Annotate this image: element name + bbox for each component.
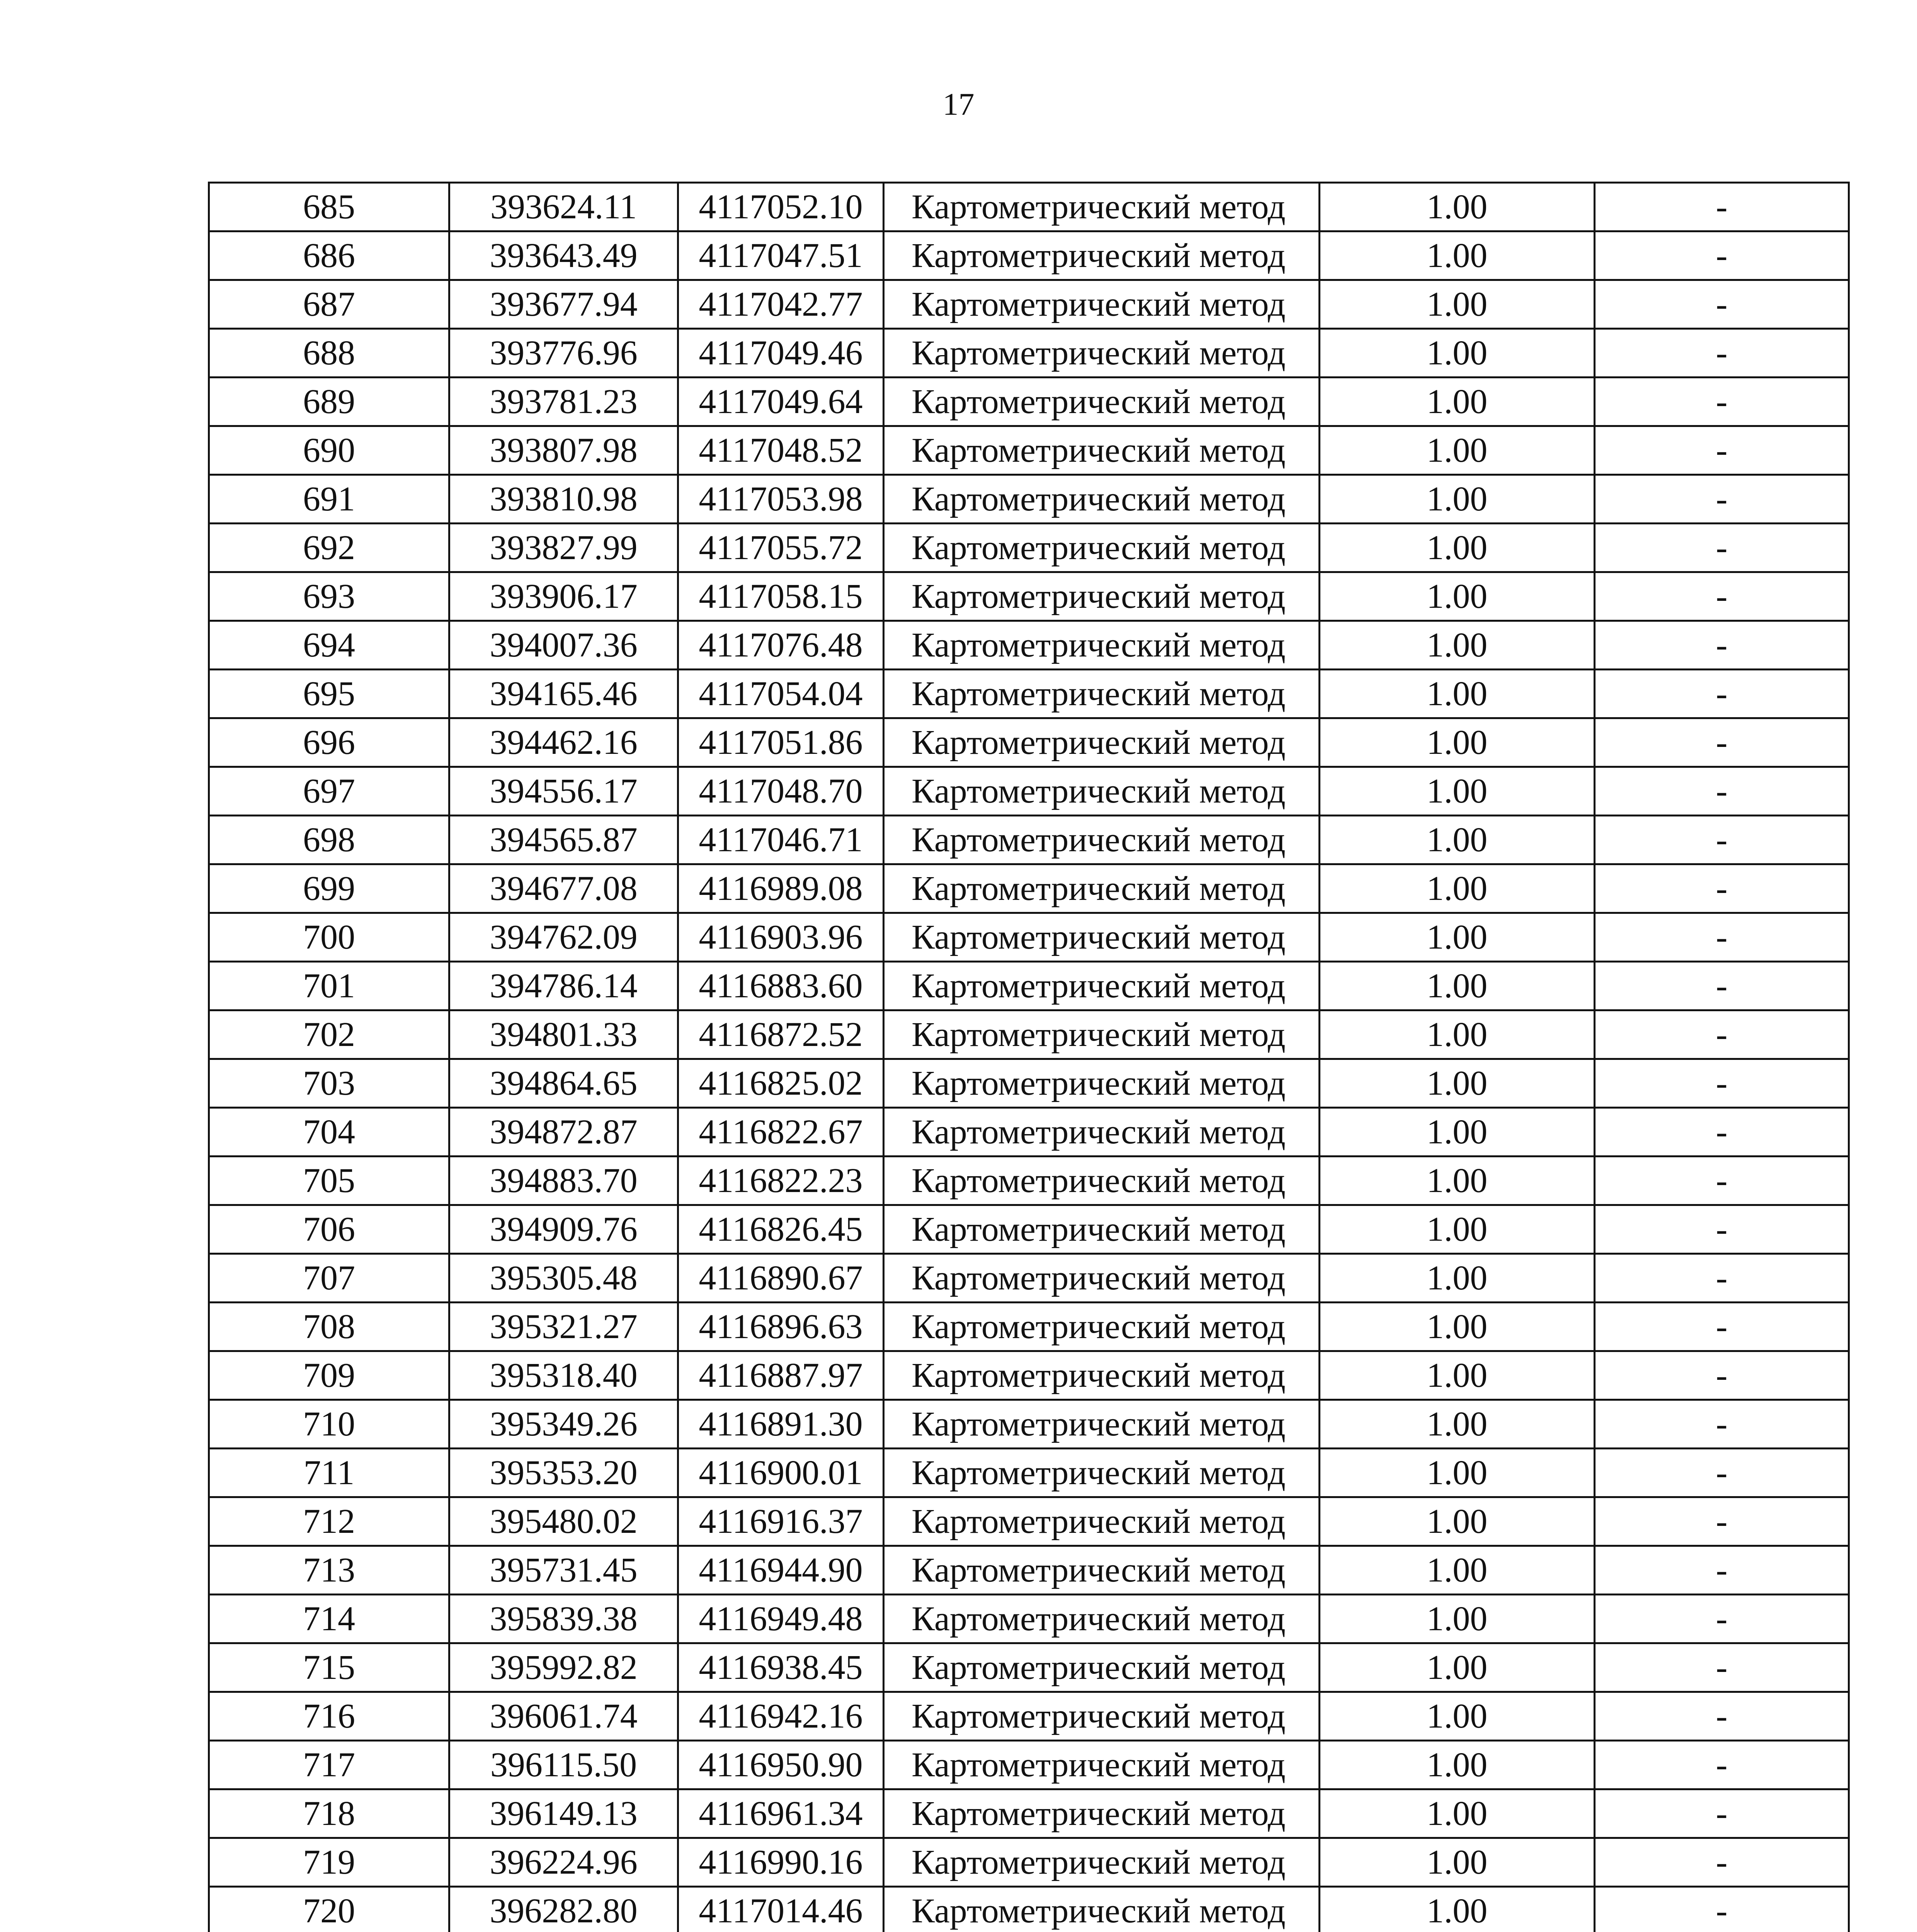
accuracy-cell: 1.00 xyxy=(1320,1789,1595,1838)
table-row xyxy=(209,670,1849,718)
x-coordinate-cell: 393677.94 xyxy=(449,280,678,329)
x-coordinate-cell: 394462.16 xyxy=(449,718,678,767)
y-coordinate-cell: 4117048.52 xyxy=(678,426,884,475)
y-coordinate-cell: 4116896.63 xyxy=(678,1303,884,1351)
method-cell: Картометрический метод xyxy=(884,1643,1320,1692)
accuracy-cell: 1.00 xyxy=(1320,524,1595,572)
point-number-cell: 692 xyxy=(209,524,449,572)
description-cell: - xyxy=(1595,1497,1849,1546)
description-cell: - xyxy=(1595,1595,1849,1643)
accuracy-cell: 1.00 xyxy=(1320,1692,1595,1741)
accuracy-cell: 1.00 xyxy=(1320,1887,1595,1932)
y-coordinate-cell: 4116890.67 xyxy=(678,1254,884,1303)
point-number-cell: 710 xyxy=(209,1400,449,1449)
table-row xyxy=(209,718,1849,767)
table-row xyxy=(209,1449,1849,1497)
description-cell: - xyxy=(1595,816,1849,864)
y-coordinate-cell: 4116900.01 xyxy=(678,1449,884,1497)
method-cell: Картометрический метод xyxy=(884,913,1320,962)
description-cell: - xyxy=(1595,231,1849,280)
y-coordinate-cell: 4116942.16 xyxy=(678,1692,884,1741)
point-number-cell: 706 xyxy=(209,1205,449,1254)
method-cell: Картометрический метод xyxy=(884,231,1320,280)
x-coordinate-cell: 395305.48 xyxy=(449,1254,678,1303)
description-cell: - xyxy=(1595,1449,1849,1497)
y-coordinate-cell: 4116944.90 xyxy=(678,1546,884,1595)
x-coordinate-cell: 393643.49 xyxy=(449,231,678,280)
point-number-cell: 703 xyxy=(209,1059,449,1108)
table-row xyxy=(209,1497,1849,1546)
point-number-cell: 714 xyxy=(209,1595,449,1643)
y-coordinate-cell: 4117053.98 xyxy=(678,475,884,524)
x-coordinate-cell: 395992.82 xyxy=(449,1643,678,1692)
x-coordinate-cell: 393906.17 xyxy=(449,572,678,621)
table-row xyxy=(209,1010,1849,1059)
point-number-cell: 716 xyxy=(209,1692,449,1741)
x-coordinate-cell: 395480.02 xyxy=(449,1497,678,1546)
table-row xyxy=(209,621,1849,670)
method-cell: Картометрический метод xyxy=(884,1303,1320,1351)
method-cell: Картометрический метод xyxy=(884,1497,1320,1546)
method-cell: Картометрический метод xyxy=(884,1108,1320,1156)
point-number-cell: 691 xyxy=(209,475,449,524)
description-cell: - xyxy=(1595,670,1849,718)
description-cell: - xyxy=(1595,718,1849,767)
method-cell: Картометрический метод xyxy=(884,1059,1320,1108)
accuracy-cell: 1.00 xyxy=(1320,572,1595,621)
x-coordinate-cell: 394864.65 xyxy=(449,1059,678,1108)
table-row xyxy=(209,378,1849,426)
point-number-cell: 705 xyxy=(209,1156,449,1205)
x-coordinate-cell: 396061.74 xyxy=(449,1692,678,1741)
description-cell: - xyxy=(1595,1108,1849,1156)
y-coordinate-cell: 4117047.51 xyxy=(678,231,884,280)
accuracy-cell: 1.00 xyxy=(1320,1449,1595,1497)
accuracy-cell: 1.00 xyxy=(1320,1595,1595,1643)
method-cell: Картометрический метод xyxy=(884,1838,1320,1887)
point-number-cell: 718 xyxy=(209,1789,449,1838)
point-number-cell: 689 xyxy=(209,378,449,426)
x-coordinate-cell: 394556.17 xyxy=(449,767,678,816)
method-cell: Картометрический метод xyxy=(884,1156,1320,1205)
accuracy-cell: 1.00 xyxy=(1320,231,1595,280)
accuracy-cell: 1.00 xyxy=(1320,1497,1595,1546)
table-row xyxy=(209,1595,1849,1643)
point-number-cell: 685 xyxy=(209,183,449,231)
x-coordinate-cell: 394007.36 xyxy=(449,621,678,670)
coordinates-table xyxy=(208,182,1850,1932)
table-row xyxy=(209,572,1849,621)
description-cell: - xyxy=(1595,864,1849,913)
point-number-cell: 701 xyxy=(209,962,449,1010)
description-cell: - xyxy=(1595,183,1849,231)
accuracy-cell: 1.00 xyxy=(1320,475,1595,524)
x-coordinate-cell: 394677.08 xyxy=(449,864,678,913)
y-coordinate-cell: 4117046.71 xyxy=(678,816,884,864)
table-row xyxy=(209,864,1849,913)
table-row xyxy=(209,1741,1849,1789)
x-coordinate-cell: 394883.70 xyxy=(449,1156,678,1205)
description-cell: - xyxy=(1595,1254,1849,1303)
table-row xyxy=(209,1108,1849,1156)
table-row xyxy=(209,183,1849,231)
point-number-cell: 698 xyxy=(209,816,449,864)
method-cell: Картометрический метод xyxy=(884,1692,1320,1741)
description-cell: - xyxy=(1595,1887,1849,1932)
x-coordinate-cell: 393776.96 xyxy=(449,329,678,378)
accuracy-cell: 1.00 xyxy=(1320,1741,1595,1789)
method-cell: Картометрический метод xyxy=(884,1205,1320,1254)
accuracy-cell: 1.00 xyxy=(1320,280,1595,329)
accuracy-cell: 1.00 xyxy=(1320,1643,1595,1692)
description-cell: - xyxy=(1595,524,1849,572)
description-cell: - xyxy=(1595,913,1849,962)
y-coordinate-cell: 4116903.96 xyxy=(678,913,884,962)
point-number-cell: 697 xyxy=(209,767,449,816)
accuracy-cell: 1.00 xyxy=(1320,1838,1595,1887)
accuracy-cell: 1.00 xyxy=(1320,1010,1595,1059)
x-coordinate-cell: 394165.46 xyxy=(449,670,678,718)
x-coordinate-cell: 396149.13 xyxy=(449,1789,678,1838)
table-row xyxy=(209,962,1849,1010)
x-coordinate-cell: 394762.09 xyxy=(449,913,678,962)
accuracy-cell: 1.00 xyxy=(1320,378,1595,426)
accuracy-cell: 1.00 xyxy=(1320,718,1595,767)
description-cell: - xyxy=(1595,621,1849,670)
method-cell: Картометрический метод xyxy=(884,378,1320,426)
point-number-cell: 702 xyxy=(209,1010,449,1059)
y-coordinate-cell: 4117051.86 xyxy=(678,718,884,767)
x-coordinate-cell: 394801.33 xyxy=(449,1010,678,1059)
point-number-cell: 694 xyxy=(209,621,449,670)
y-coordinate-cell: 4116961.34 xyxy=(678,1789,884,1838)
y-coordinate-cell: 4117055.72 xyxy=(678,524,884,572)
accuracy-cell: 1.00 xyxy=(1320,329,1595,378)
table-row xyxy=(209,1156,1849,1205)
method-cell: Картометрический метод xyxy=(884,1351,1320,1400)
point-number-cell: 712 xyxy=(209,1497,449,1546)
point-number-cell: 693 xyxy=(209,572,449,621)
table-row xyxy=(209,1546,1849,1595)
accuracy-cell: 1.00 xyxy=(1320,1546,1595,1595)
method-cell: Картометрический метод xyxy=(884,1789,1320,1838)
point-number-cell: 688 xyxy=(209,329,449,378)
y-coordinate-cell: 4117058.15 xyxy=(678,572,884,621)
method-cell: Картометрический метод xyxy=(884,524,1320,572)
x-coordinate-cell: 393781.23 xyxy=(449,378,678,426)
y-coordinate-cell: 4117076.48 xyxy=(678,621,884,670)
y-coordinate-cell: 4117014.46 xyxy=(678,1887,884,1932)
method-cell: Картометрический метод xyxy=(884,426,1320,475)
point-number-cell: 690 xyxy=(209,426,449,475)
y-coordinate-cell: 4116826.45 xyxy=(678,1205,884,1254)
table-row xyxy=(209,1838,1849,1887)
accuracy-cell: 1.00 xyxy=(1320,183,1595,231)
point-number-cell: 699 xyxy=(209,864,449,913)
table-row xyxy=(209,1887,1849,1932)
accuracy-cell: 1.00 xyxy=(1320,913,1595,962)
point-number-cell: 687 xyxy=(209,280,449,329)
accuracy-cell: 1.00 xyxy=(1320,1108,1595,1156)
accuracy-cell: 1.00 xyxy=(1320,1254,1595,1303)
method-cell: Картометрический метод xyxy=(884,621,1320,670)
description-cell: - xyxy=(1595,426,1849,475)
table-row xyxy=(209,1205,1849,1254)
x-coordinate-cell: 393827.99 xyxy=(449,524,678,572)
description-cell: - xyxy=(1595,1789,1849,1838)
table-row xyxy=(209,816,1849,864)
table-row xyxy=(209,231,1849,280)
x-coordinate-cell: 395321.27 xyxy=(449,1303,678,1351)
description-cell: - xyxy=(1595,1741,1849,1789)
description-cell: - xyxy=(1595,329,1849,378)
table-row xyxy=(209,1303,1849,1351)
method-cell: Картометрический метод xyxy=(884,816,1320,864)
y-coordinate-cell: 4116891.30 xyxy=(678,1400,884,1449)
y-coordinate-cell: 4117049.64 xyxy=(678,378,884,426)
method-cell: Картометрический метод xyxy=(884,670,1320,718)
y-coordinate-cell: 4117054.04 xyxy=(678,670,884,718)
point-number-cell: 695 xyxy=(209,670,449,718)
accuracy-cell: 1.00 xyxy=(1320,1351,1595,1400)
y-coordinate-cell: 4117049.46 xyxy=(678,329,884,378)
y-coordinate-cell: 4116872.52 xyxy=(678,1010,884,1059)
x-coordinate-cell: 396115.50 xyxy=(449,1741,678,1789)
point-number-cell: 707 xyxy=(209,1254,449,1303)
method-cell: Картометрический метод xyxy=(884,1254,1320,1303)
accuracy-cell: 1.00 xyxy=(1320,670,1595,718)
page-number: 17 xyxy=(942,87,975,122)
method-cell: Картометрический метод xyxy=(884,962,1320,1010)
method-cell: Картометрический метод xyxy=(884,572,1320,621)
x-coordinate-cell: 394909.76 xyxy=(449,1205,678,1254)
y-coordinate-cell: 4116887.97 xyxy=(678,1351,884,1400)
description-cell: - xyxy=(1595,280,1849,329)
point-number-cell: 717 xyxy=(209,1741,449,1789)
description-cell: - xyxy=(1595,1156,1849,1205)
accuracy-cell: 1.00 xyxy=(1320,962,1595,1010)
point-number-cell: 711 xyxy=(209,1449,449,1497)
description-cell: - xyxy=(1595,378,1849,426)
table-row xyxy=(209,767,1849,816)
x-coordinate-cell: 393624.11 xyxy=(449,183,678,231)
accuracy-cell: 1.00 xyxy=(1320,1303,1595,1351)
y-coordinate-cell: 4116883.60 xyxy=(678,962,884,1010)
point-number-cell: 708 xyxy=(209,1303,449,1351)
y-coordinate-cell: 4117052.10 xyxy=(678,183,884,231)
description-cell: - xyxy=(1595,962,1849,1010)
x-coordinate-cell: 394786.14 xyxy=(449,962,678,1010)
accuracy-cell: 1.00 xyxy=(1320,767,1595,816)
x-coordinate-cell: 396282.80 xyxy=(449,1887,678,1932)
method-cell: Картометрический метод xyxy=(884,864,1320,913)
table-row xyxy=(209,1351,1849,1400)
table-row xyxy=(209,524,1849,572)
accuracy-cell: 1.00 xyxy=(1320,864,1595,913)
x-coordinate-cell: 395349.26 xyxy=(449,1400,678,1449)
point-number-cell: 700 xyxy=(209,913,449,962)
method-cell: Картометрический метод xyxy=(884,1741,1320,1789)
point-number-cell: 686 xyxy=(209,231,449,280)
y-coordinate-cell: 4116990.16 xyxy=(678,1838,884,1887)
method-cell: Картометрический метод xyxy=(884,718,1320,767)
description-cell: - xyxy=(1595,475,1849,524)
y-coordinate-cell: 4116938.45 xyxy=(678,1643,884,1692)
y-coordinate-cell: 4116822.23 xyxy=(678,1156,884,1205)
table-row xyxy=(209,475,1849,524)
table-row xyxy=(209,280,1849,329)
table-row xyxy=(209,1400,1849,1449)
x-coordinate-cell: 395839.38 xyxy=(449,1595,678,1643)
method-cell: Картометрический метод xyxy=(884,1887,1320,1932)
description-cell: - xyxy=(1595,1351,1849,1400)
method-cell: Картометрический метод xyxy=(884,1546,1320,1595)
y-coordinate-cell: 4116950.90 xyxy=(678,1741,884,1789)
accuracy-cell: 1.00 xyxy=(1320,1059,1595,1108)
method-cell: Картометрический метод xyxy=(884,1010,1320,1059)
method-cell: Картометрический метод xyxy=(884,767,1320,816)
accuracy-cell: 1.00 xyxy=(1320,1205,1595,1254)
table-row xyxy=(209,1692,1849,1741)
y-coordinate-cell: 4116825.02 xyxy=(678,1059,884,1108)
method-cell: Картометрический метод xyxy=(884,280,1320,329)
table-row xyxy=(209,1254,1849,1303)
table-row xyxy=(209,426,1849,475)
y-coordinate-cell: 4116916.37 xyxy=(678,1497,884,1546)
x-coordinate-cell: 394565.87 xyxy=(449,816,678,864)
accuracy-cell: 1.00 xyxy=(1320,1156,1595,1205)
table-row xyxy=(209,329,1849,378)
method-cell: Картометрический метод xyxy=(884,1400,1320,1449)
accuracy-cell: 1.00 xyxy=(1320,1400,1595,1449)
point-number-cell: 696 xyxy=(209,718,449,767)
method-cell: Картометрический метод xyxy=(884,329,1320,378)
table-row xyxy=(209,913,1849,962)
table-row xyxy=(209,1789,1849,1838)
point-number-cell: 709 xyxy=(209,1351,449,1400)
table-row xyxy=(209,1059,1849,1108)
y-coordinate-cell: 4116989.08 xyxy=(678,864,884,913)
y-coordinate-cell: 4116822.67 xyxy=(678,1108,884,1156)
accuracy-cell: 1.00 xyxy=(1320,816,1595,864)
point-number-cell: 713 xyxy=(209,1546,449,1595)
description-cell: - xyxy=(1595,1059,1849,1108)
method-cell: Картометрический метод xyxy=(884,475,1320,524)
x-coordinate-cell: 393807.98 xyxy=(449,426,678,475)
method-cell: Картометрический метод xyxy=(884,1449,1320,1497)
table-row xyxy=(209,1643,1849,1692)
point-number-cell: 720 xyxy=(209,1887,449,1932)
description-cell: - xyxy=(1595,1010,1849,1059)
description-cell: - xyxy=(1595,1303,1849,1351)
x-coordinate-cell: 396224.96 xyxy=(449,1838,678,1887)
table-body xyxy=(209,183,1849,1932)
point-number-cell: 715 xyxy=(209,1643,449,1692)
x-coordinate-cell: 395318.40 xyxy=(449,1351,678,1400)
method-cell: Картометрический метод xyxy=(884,1595,1320,1643)
y-coordinate-cell: 4117048.70 xyxy=(678,767,884,816)
y-coordinate-cell: 4116949.48 xyxy=(678,1595,884,1643)
accuracy-cell: 1.00 xyxy=(1320,426,1595,475)
description-cell: - xyxy=(1595,1838,1849,1887)
description-cell: - xyxy=(1595,572,1849,621)
point-number-cell: 704 xyxy=(209,1108,449,1156)
x-coordinate-cell: 393810.98 xyxy=(449,475,678,524)
x-coordinate-cell: 395731.45 xyxy=(449,1546,678,1595)
description-cell: - xyxy=(1595,1400,1849,1449)
x-coordinate-cell: 394872.87 xyxy=(449,1108,678,1156)
description-cell: - xyxy=(1595,1643,1849,1692)
description-cell: - xyxy=(1595,767,1849,816)
y-coordinate-cell: 4117042.77 xyxy=(678,280,884,329)
point-number-cell: 719 xyxy=(209,1838,449,1887)
description-cell: - xyxy=(1595,1692,1849,1741)
description-cell: - xyxy=(1595,1546,1849,1595)
accuracy-cell: 1.00 xyxy=(1320,621,1595,670)
x-coordinate-cell: 395353.20 xyxy=(449,1449,678,1497)
method-cell: Картометрический метод xyxy=(884,183,1320,231)
description-cell: - xyxy=(1595,1205,1849,1254)
